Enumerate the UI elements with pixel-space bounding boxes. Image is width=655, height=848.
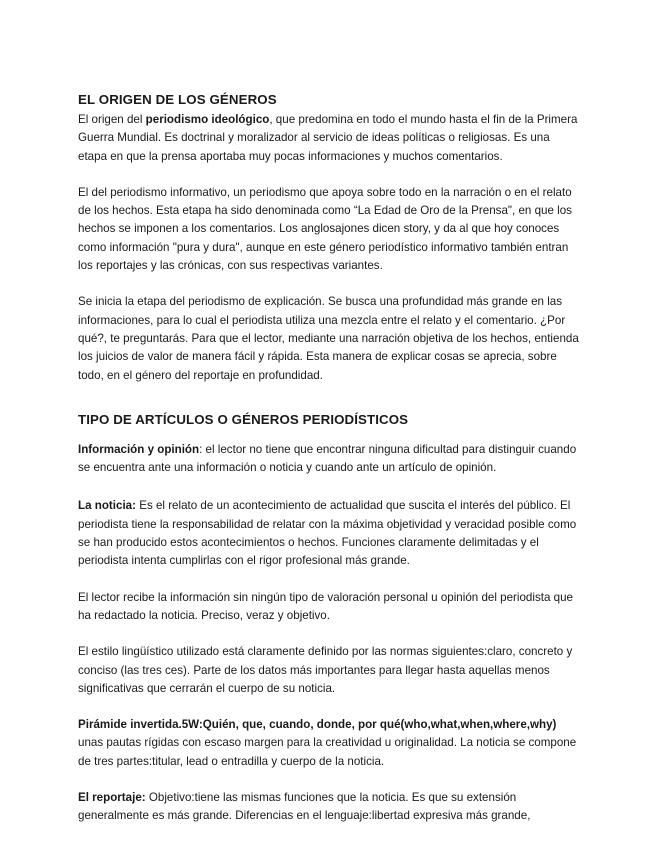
paragraph-periodismo-informativo: El del periodismo informativo, un periodismo que apoya sobre todo en la narración o en el relato de los hechos. Esta etapa ha sido denominada como “La Edad de Oro de la Prensa", en que los hechos se imponen a los comentarios. Los anglosajones dicen story, y da al que hoy conoces como información "pura y dura", aunque en este género periodístico informativo también entran los reportajes y las crónicas, con sus respectivas variantes. [78, 185, 572, 273]
paragraph-informacion-opinion [78, 441, 579, 478]
paragraph-la-noticia [78, 497, 579, 570]
section-heading-origen: EL ORIGEN DE LOS GÉNEROS [78, 92, 277, 107]
paragraph-text: El origen del [78, 113, 146, 126]
paragraph-lector: El lector recibe la información sin ningún tipo de valoración personal u opinión del periodista que ha redactado la noticia. Preciso, veraz y objetivo. [78, 590, 573, 622]
paragraph-periodismo-ideologico [78, 111, 579, 166]
paragraph-reportaje [78, 789, 579, 826]
paragraph-text: Es el relato de un acontecimiento de actualidad que suscita el interés del público. El periodista tiene la responsabilidad de relatar con la máxima objetividad y veracidad posible como se han producido estos acontecimientos o hechos. Funciones claramente delimitadas y el periodista intenta cumplirlas con el rigor profesional más grande. [78, 499, 577, 568]
bold-term: Pirámide invertida.5W:Quién, que, cuando, donde, por qué(who,what,when,where,why) [78, 718, 557, 732]
bold-term: El reportaje: [78, 791, 146, 805]
bold-term: periodismo ideológico [145, 113, 270, 126]
bold-term: La noticia: [78, 499, 136, 513]
bold-term: Información y opinión [78, 442, 200, 456]
paragraph-estilo: El estilo lingüístico utilizado está claramente definido por las normas siguientes:claro, concreto y conciso (las tres ces). Parte de los datos más importantes para llegar hasta aquellas menos significativas que cerrarán el cuerpo de su noticia. [78, 645, 573, 695]
paragraph-periodismo-explicacion: Se inicia la etapa del periodismo de explicación. Se busca una profundidad más grande en las informaciones, para lo cual el periodista utiliza una mezcla entre el relato y el comentario. ¿Por qué?, te preguntarás. Para que el lector, mediante una narración objetiva de los hechos, entienda los juicios de valor de manera fácil y rápida. Esta manera de explicar cosas se aprecia, sobre todo, en el género del reportaje en profundidad. [78, 295, 579, 382]
paragraph-text: : el lector no tiene que encontrar ninguna dificultad para distinguir cuando se encuentra ante una información o noticia y cuando ante un artículo de opinión. [78, 442, 577, 475]
paragraph-text: unas pautas rígidas con escaso margen para la creatividad u originalidad. La noticia se compone de tres partes:titular, lead o entradilla y cuerpo de la noticia. [78, 736, 577, 768]
section-heading-tipos: TIPO DE ARTÍCULOS O GÉNEROS PERIODÍSTICOS [78, 411, 409, 427]
paragraph-text: , que predomina en todo el mundo hasta el fin de la Primera Guerra Mundial. Es doctrinal y moralizador al servicio de ideas políticas o religiosas. Es una etapa en que la prensa aportaba muy pocas informaciones y muchos comentarios. [78, 113, 578, 163]
paragraph-piramide [78, 716, 579, 771]
paragraph-text: Objetivo:tiene las mismas funciones que la noticia. Es que su extensión generalmente es más grande. Diferencias en el lenguaje:libertad expresiva más grande, [78, 791, 531, 823]
